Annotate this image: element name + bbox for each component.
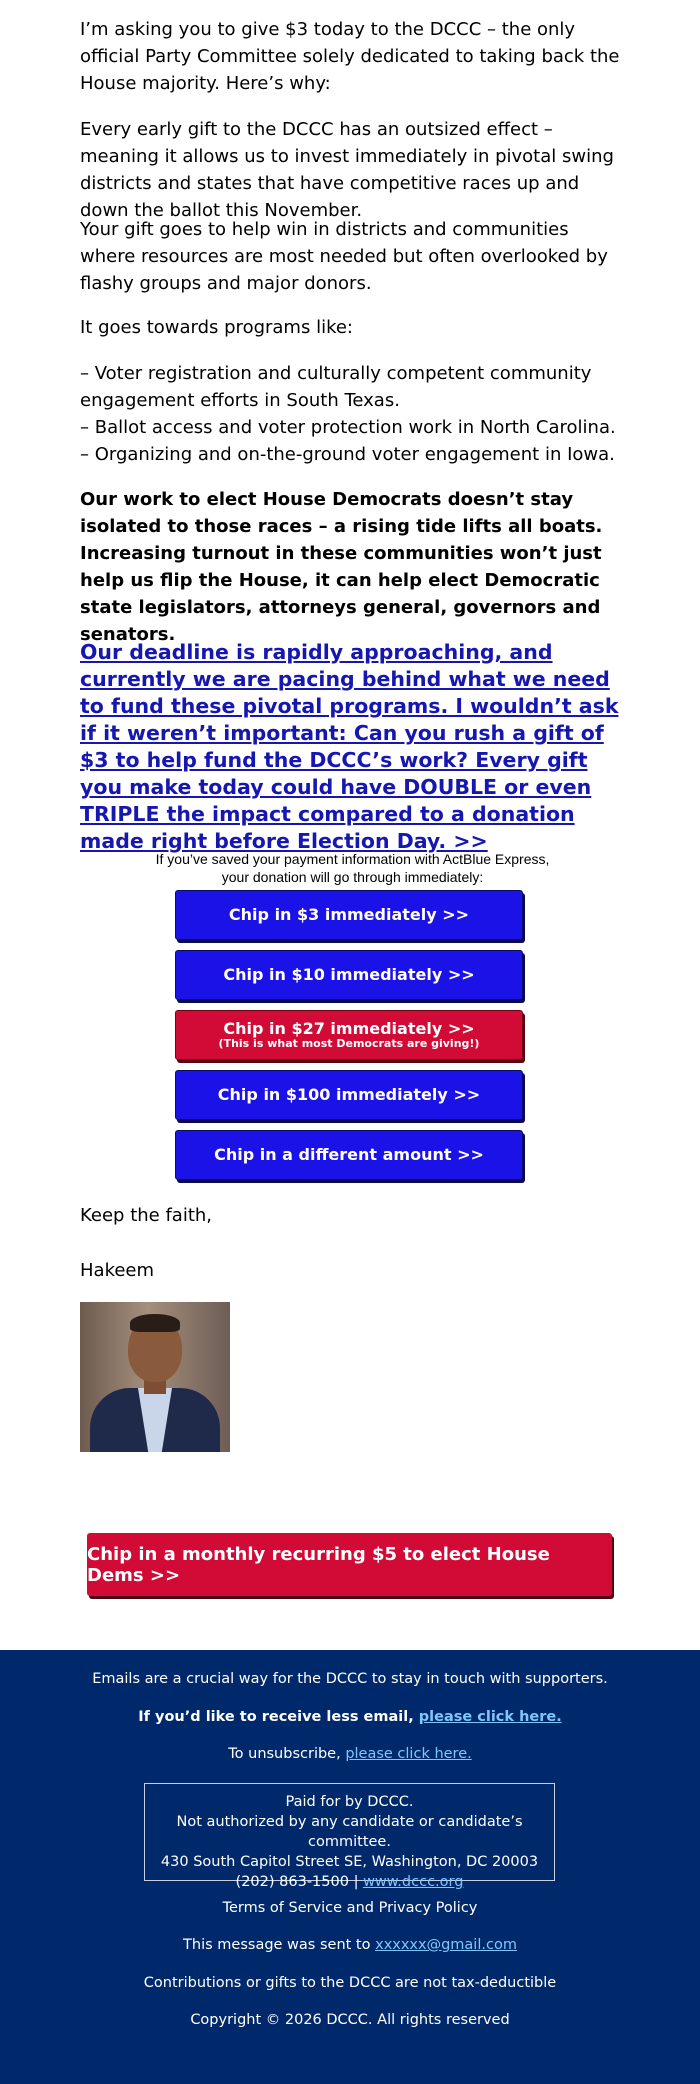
footer-less-email — [0, 1707, 700, 1727]
unsubscribe-text: To unsubscribe, — [228, 1746, 346, 1762]
your-gift-paragraph: Your gift goes to help win in districts and communities where resources are most needed but often overlooked by flashy groups and major donors. — [80, 219, 608, 294]
footer — [0, 1650, 700, 2084]
programs-intro: It goes towards programs like: — [80, 317, 353, 338]
program-item: – Ballot access and voter protection work in North Carolina. — [80, 417, 616, 438]
copyright: Copyright © 2026 DCCC. All rights reserved — [190, 2012, 510, 2028]
button-label: Chip in $10 immediately >> — [223, 965, 475, 984]
chip-in-3-button[interactable] — [175, 890, 523, 940]
program-item: – Voter registration and culturally competent community engagement efforts in South Texas. — [80, 363, 592, 411]
chip-in-27-button[interactable] — [175, 1010, 523, 1060]
paid-for-box — [144, 1783, 555, 1890]
footer-unsubscribe — [0, 1744, 700, 1764]
button-sublabel: (This is what most Democrats are giving!) — [218, 1037, 480, 1050]
signer-name: Hakeem — [80, 1260, 155, 1281]
website-link[interactable]: www.dccc.org — [363, 1874, 464, 1890]
terms-link[interactable]: Terms of Service and Privacy Policy — [222, 1900, 478, 1916]
early-gift-paragraph: Every early gift to the DCCC has an outsized effect – meaning it allows us to invest immediately in pivotal swing districts and states that have competitive races up and down the ballot this November. — [80, 119, 614, 221]
express-line-1: If you’ve saved your payment information with ActBlue Express, — [155, 851, 550, 867]
monthly-recurring-button[interactable]: Chip in a monthly recurring $5 to elect House Dems >> — [87, 1533, 612, 1596]
chip-in-10-button[interactable] — [175, 950, 523, 1000]
less-email-link[interactable]: please click here. — [418, 1709, 562, 1725]
bold-paragraph: Our work to elect House Democrats doesn’t stay isolated to those races – a rising tide lifts all boats. Increasing turnout in these communities won’t just help us flip the House, it can help elect Democratic state legislators, attorneys general, governors and senators. — [80, 489, 603, 645]
sent-to-line — [0, 1935, 700, 1955]
actblue-express-note — [80, 850, 625, 886]
contact-line — [145, 1872, 554, 1892]
program-item: – Organizing and on-the-ground voter engagement in Iowa. — [80, 444, 615, 465]
unsubscribe-link[interactable]: please click here. — [345, 1746, 472, 1762]
signer-portrait — [80, 1302, 230, 1452]
not-authorized-text: Not authorized by any candidate or candidate’s committee. — [176, 1814, 523, 1850]
deadline-donate-link[interactable]: Our deadline is rapidly approaching, and currently we are pacing behind what we need to fund these pivotal programs. I wouldn’t ask if it weren’t important: Can you rush a gift of $3 to help fund the DCCC’s work? Every gift you make today could have DOUBLE or even TRIPLE the impact compared to a donation made right before Election Day. >> — [80, 640, 619, 853]
closing: Keep the faith, — [80, 1205, 213, 1226]
button-label: Chip in $27 immediately >> — [223, 1019, 475, 1038]
sent-to-text: This message was sent to — [183, 1937, 376, 1953]
button-label: Chip in $3 immediately >> — [228, 905, 470, 924]
recipient-email-link[interactable]: xxxxxx@gmail.com — [375, 1937, 517, 1953]
button-label: Chip in a different amount >> — [214, 1145, 484, 1164]
programs-list — [80, 360, 625, 468]
footer-crucial: Emails are a crucial way for the DCCC to stay in touch with supporters. — [92, 1671, 608, 1687]
less-email-text: If you’d like to receive less email, — [138, 1709, 419, 1725]
express-line-2: your donation will go through immediately: — [221, 869, 484, 885]
chip-in-different-amount-button[interactable] — [175, 1130, 523, 1180]
tax-note: Contributions or gifts to the DCCC are not tax-deductible — [143, 1975, 557, 1991]
paid-for-text: Paid for by DCCC. — [285, 1794, 414, 1810]
intro-paragraph: I’m asking you to give $3 today to the DCCC – the only official Party Committee solely dedicated to taking back the House majority. Here’s why: — [80, 19, 620, 94]
button-label: Chip in $100 immediately >> — [217, 1085, 481, 1104]
phone-text: (202) 863-1500 | — [235, 1874, 364, 1890]
chip-in-100-button[interactable] — [175, 1070, 523, 1120]
address-text: 430 South Capitol Street SE, Washington, DC 20003 — [160, 1854, 539, 1870]
